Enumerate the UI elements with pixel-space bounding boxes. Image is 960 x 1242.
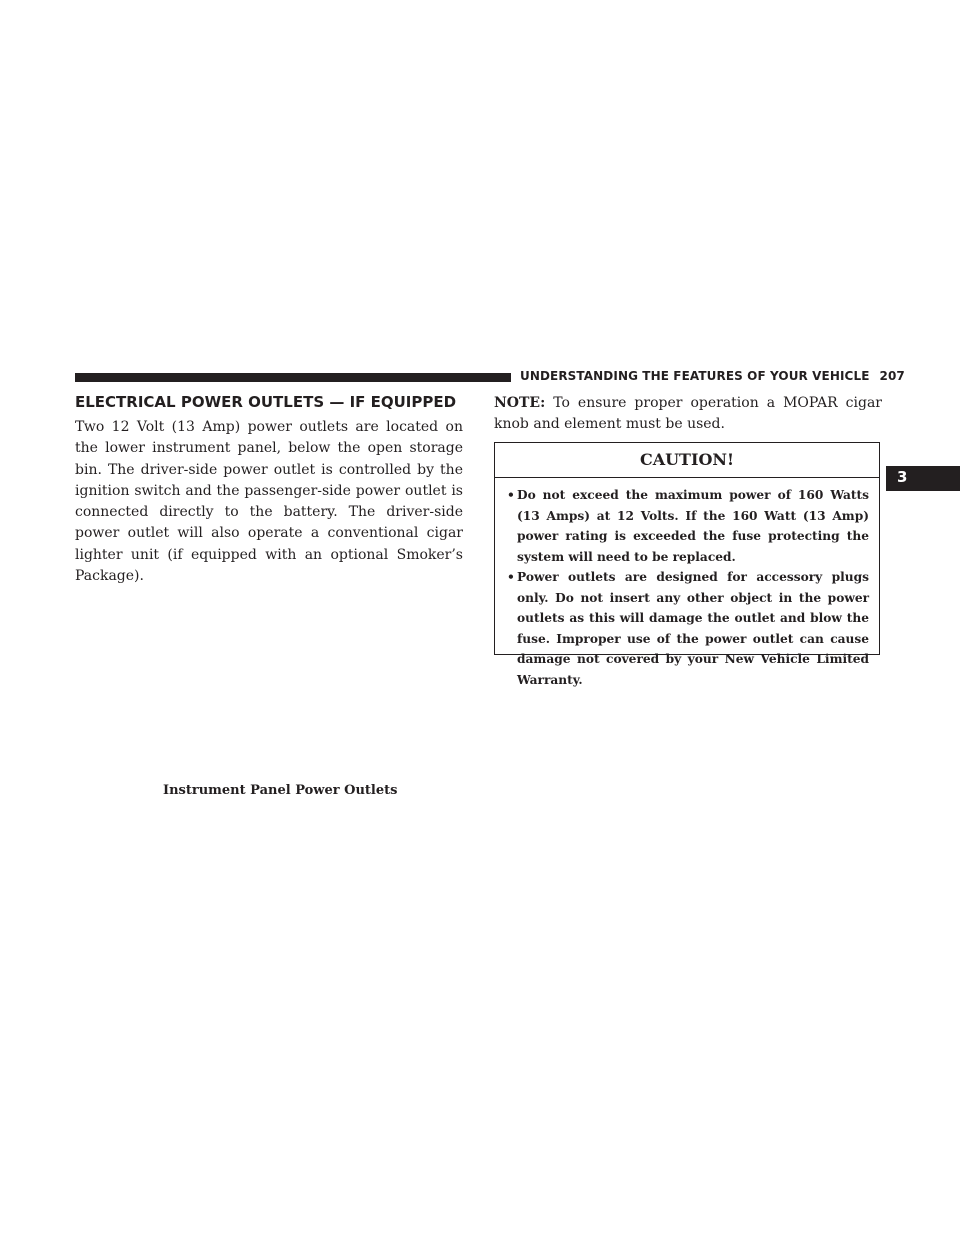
section-title: ELECTRICAL POWER OUTLETS — IF EQUIPPED xyxy=(75,393,457,411)
header-rule xyxy=(75,373,511,382)
running-title: UNDERSTANDING THE FEATURES OF YOUR VEHICLE xyxy=(520,369,870,383)
caution-item-text: Do not exceed the maximum power of 160 Watts (13 Amps) at 12 Volts. If the 160 Watt (13 Amp) power rating is exceeded the fuse protecting the system will need to be replaced. xyxy=(517,488,869,564)
caution-item xyxy=(507,485,869,567)
caution-item xyxy=(507,567,869,690)
note-text: To ensure proper operation a MOPAR cigar knob and element must be used. xyxy=(494,395,882,433)
caution-divider xyxy=(495,477,879,478)
page-number: 207 xyxy=(879,369,905,383)
note-label: NOTE: xyxy=(494,395,546,411)
chapter-number: 3 xyxy=(897,468,908,486)
figure-caption: Instrument Panel Power Outlets xyxy=(163,783,398,798)
caution-heading: CAUTION! xyxy=(639,450,735,469)
caution-box xyxy=(494,442,880,687)
body-paragraph: Two 12 Volt (13 Amp) power outlets are located on the lower instrument panel, below the open storage bin. The driver-side power outlet is controlled by the ignition switch and the passenger-side power outlet is connected directly to the battery. The driver-side power outlet will also operate a conventional cigar lighter unit (if equipped with an optional Smoker’s Package). xyxy=(75,419,463,585)
chapter-tab xyxy=(886,466,960,491)
caution-list xyxy=(507,485,869,690)
note-paragraph xyxy=(494,393,882,436)
caution-item-text: Power outlets are designed for accessory plugs only. Do not insert any other object in the power outlets as this will damage the outlet and blow the fuse. Improper use of the power outlet can cause damage not covered by your New Vehicle Limited Warranty. xyxy=(517,570,869,687)
running-header xyxy=(520,369,905,383)
bullet-icon: • xyxy=(507,488,515,502)
bullet-icon: • xyxy=(507,570,515,584)
